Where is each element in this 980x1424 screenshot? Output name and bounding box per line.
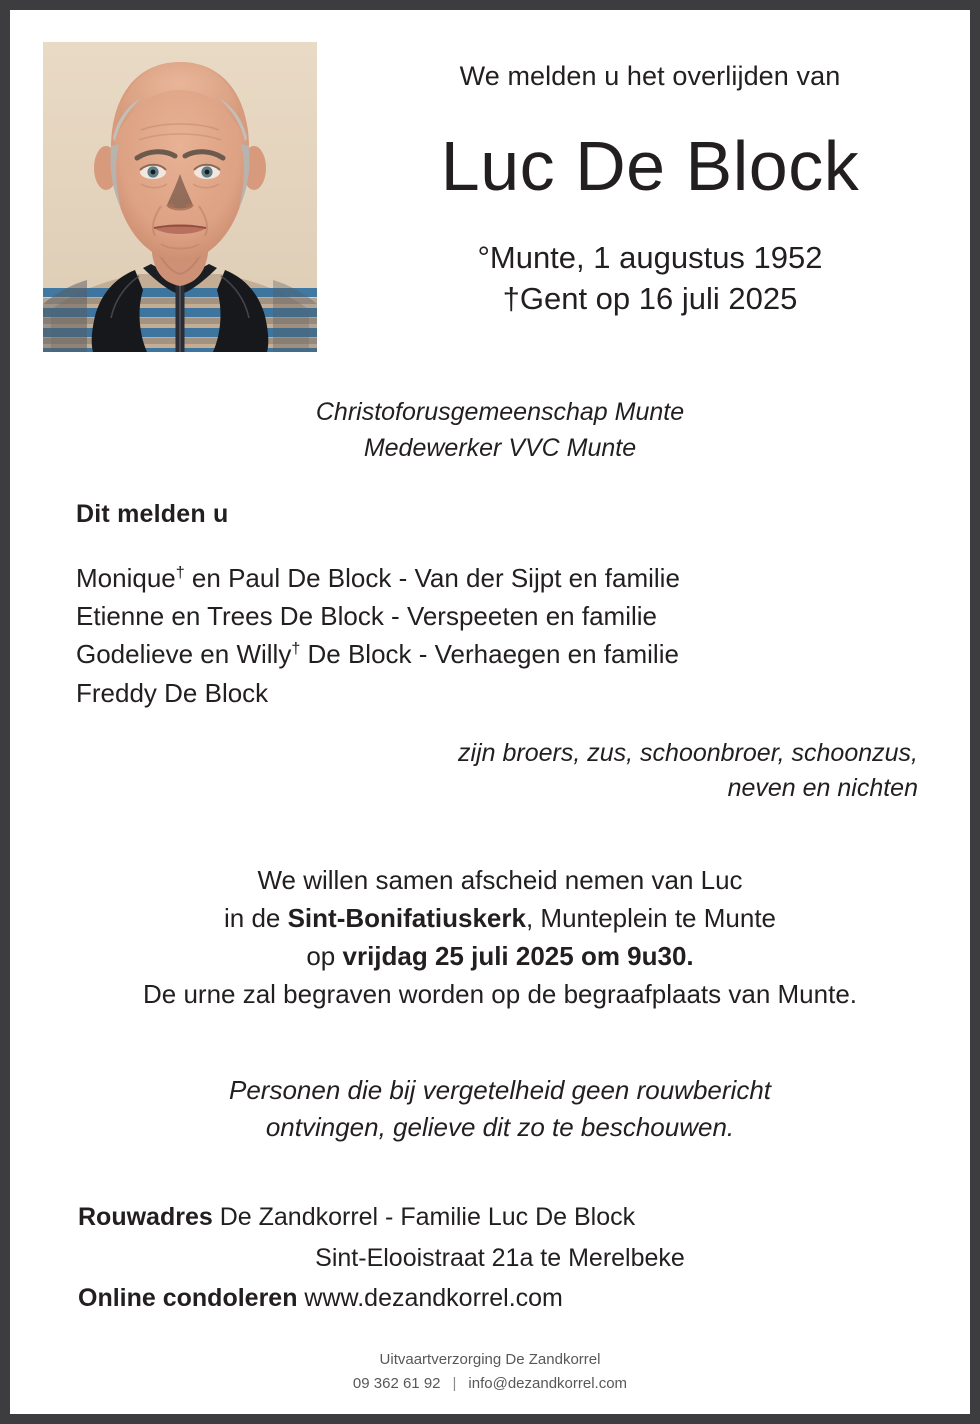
portrait-photo-graphic [43, 42, 317, 352]
online-condolences-label: Online condoleren [78, 1284, 298, 1312]
family-name-pre: Monique [76, 563, 176, 593]
family-line [76, 597, 936, 635]
relations-line-1: zijn broers, zus, schoonbroer, schoonzus, [458, 738, 918, 767]
relations-line-2: neven en nichten [727, 774, 918, 803]
dagger-icon: † [175, 563, 185, 582]
ceremony-line-3 [50, 938, 950, 976]
footer-contact-row [10, 1372, 970, 1396]
dagger-icon: † [291, 639, 301, 658]
family-name-post: en Paul De Block - Van der Sijpt en familie [184, 563, 680, 593]
birth-date: °Munte, 1 augustus 1952 [477, 239, 823, 275]
street-address: Sint-Elooistraat 21a te Merelbeke [315, 1243, 685, 1272]
ceremony-line-2-pre: in de [223, 902, 288, 933]
online-condolences-row [50, 1278, 950, 1319]
church-name: Sint-Bonifatiuskerk [287, 902, 526, 933]
footer-company: Uitvaartverzorging De Zandkorrel [379, 1351, 601, 1368]
affiliation-block [140, 395, 860, 466]
ceremony-line-2-post: , Munteplein te Munte [525, 902, 777, 933]
family-name-post: De Block - Verhaegen en familie [300, 639, 679, 670]
header-block [340, 60, 960, 319]
announcers-block [76, 500, 936, 807]
ceremony-datetime: vrijdag 25 juli 2025 om 9u30. [342, 940, 694, 971]
deceased-name: Luc De Block [440, 127, 860, 206]
mourning-address-label: Rouwadres [78, 1203, 213, 1231]
family-line [76, 674, 936, 712]
ceremony-line-3-pre: op [306, 940, 343, 971]
online-condolences-url[interactable]: www.dezandkorrel.com [297, 1284, 563, 1312]
ceremony-line-1: We willen samen afscheid nemen van Luc [257, 865, 743, 895]
note-line-1: Personen die bij vergetelheid geen rouwbericht [228, 1075, 771, 1105]
ceremony-line-2 [50, 900, 950, 938]
footer-phone[interactable]: 09 362 61 92 [352, 1375, 441, 1392]
apology-note [100, 1072, 900, 1146]
death-date: †Gent op 16 juli 2025 [502, 281, 798, 317]
family-name-pre: Etienne en Trees De Block - Verspeeten en familie [76, 601, 657, 632]
affiliation-line-1: Christoforusgemeenschap Munte [315, 398, 685, 426]
footer-block [10, 1348, 970, 1396]
address-block [50, 1197, 950, 1319]
family-name-pre: Godelieve en Willy [76, 639, 292, 670]
mourning-address-value: De Zandkorrel - Familie Luc De Block [212, 1203, 636, 1231]
dates-block [340, 237, 960, 319]
mourning-address-row [50, 1197, 950, 1238]
card-inner [10, 10, 970, 1414]
portrait-photo [43, 42, 317, 352]
ceremony-line-4: De urne zal begraven worden op de begraafplaats van Munte. [142, 978, 858, 1009]
footer-separator: | [452, 1375, 457, 1392]
footer-email[interactable]: info@dezandkorrel.com [468, 1375, 628, 1392]
family-line [76, 635, 936, 673]
family-line [76, 559, 936, 597]
announcement-text: We melden u het overlijden van [459, 61, 841, 91]
announcers-title: Dit melden u [76, 500, 229, 528]
affiliation-line-2: Medewerker VVC Munte [363, 433, 637, 462]
relations-block [76, 736, 936, 807]
ceremony-block [50, 862, 950, 1014]
note-line-2: ontvingen, gelieve dit zo te beschouwen. [265, 1111, 735, 1142]
family-name-pre: Freddy De Block [76, 677, 269, 708]
